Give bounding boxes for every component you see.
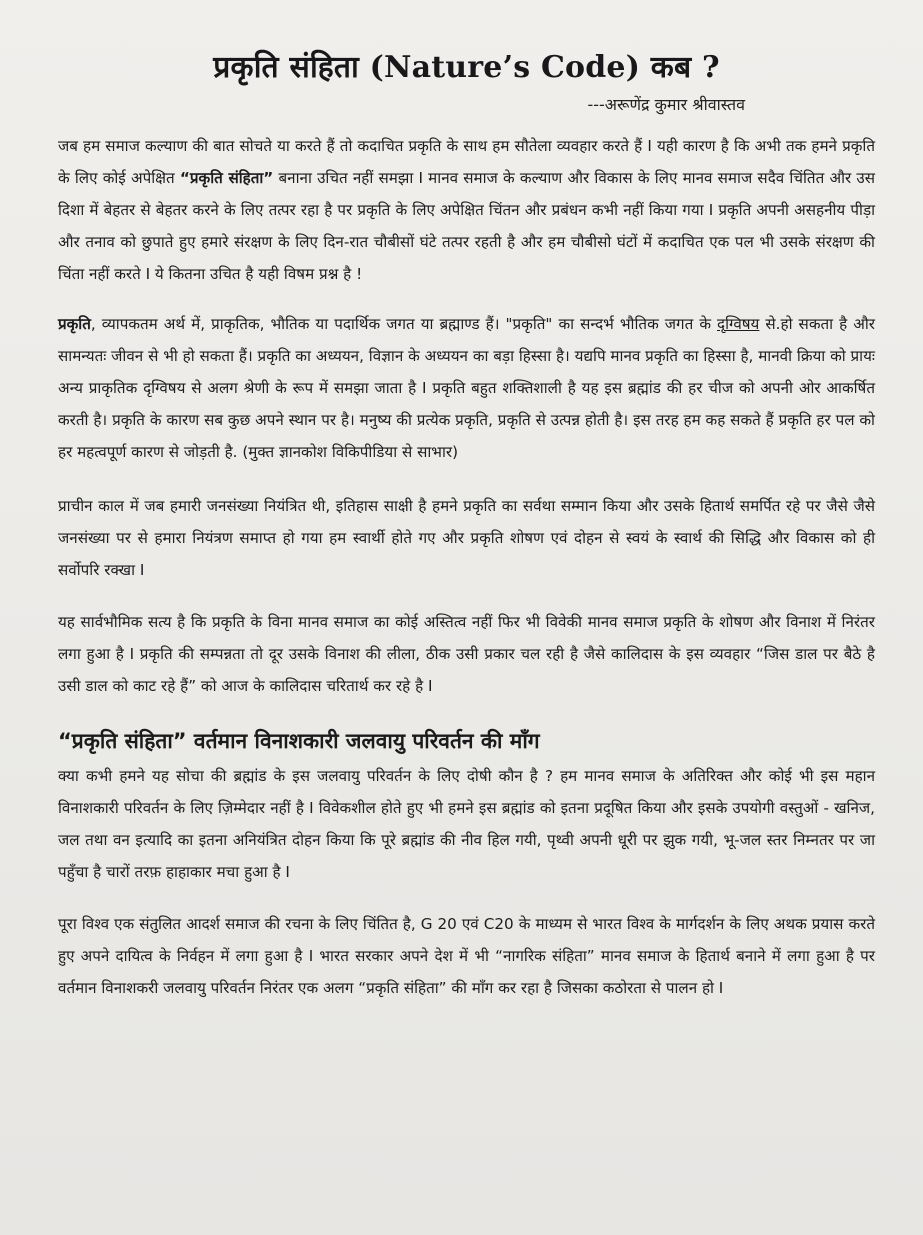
- paragraph-3: प्राचीन काल में जब हमारी जनसंख्या नियंत्रित थी, इतिहास साक्षी है हमने प्रकृति का सर्वथा सम्मान किया और उसके हितार्थ समर्पित रहे पर जैसे जैसे जनसंख्या पर से हमारा नियंत्रण समाप्त हो गया हम स्वार्थी होते गए और प्रकृति शोषण एवं दोहन से स्वयं के स्वार्थ की सिद्धि और विकास को ही सर्वोपरि रक्खा I: [58, 497, 875, 579]
- paragraph-2-text-b: से.हो सकता है और सामन्यतः जीवन से भी हो सकता हैं। प्रकृति का अध्ययन, विज्ञान के अध्ययन का बड़ा हिस्सा है। यद्यपि मानव प्रकृति का हिस्सा है, मानवी क्रिया को प्रायः अन्य प्राकृतिक दृग्विषय से अलग श्रेणी के रूप में समझा जाता है I प्रकृति बहुत शक्तिशाली है यह इस ब्रह्मांड की हर चीज को अपनी ओर आकर्षित करती है। प्रकृति के कारण सब कुछ अपने स्थान पर है। मनुष्य की प्रत्येक प्रकृति, प्रकृति से उत्पन्न होती है। इस तरह हम कह सकते हैं प्रकृति हर पल को हर महत्वपूर्ण कारण से जोड़ती है. (मुक्त ज्ञानकोश विकिपीडिया से साभार): [58, 315, 875, 461]
- paragraph-1-bold-term: “प्रकृति संहिता”: [179, 169, 274, 187]
- paragraph-2-bold-term: प्रकृति: [58, 315, 91, 333]
- section-heading: “प्रकृति संहिता” वर्तमान विनाशकारी जलवायु परिवर्तन की माँग: [58, 729, 540, 753]
- paragraph-1-text-b: बनाना उचित नहीं समझा I मानव समाज के कल्याण और विकास के लिए मानव समाज सदैव चिंतित और उस दिशा में बेहतर से बेहतर करने के लिए तत्पर रहा है पर प्रकृति के लिए अपेक्षित चिंतन और प्रबंधन कभी नहीं किया गया I प्रकृति अपनी असहनीय पीड़ा और तनाव को छुपाते हुए हमारे संरक्षण के लिए दिन-रात चौबीसों घंटे तत्पर रहती है और हम चौबीसो घंटों में कदाचित एक पल भी उसके संरक्षण की चिंता नहीं करते I ये कितना उचित है यही विषम प्रश्न है !: [58, 169, 875, 283]
- document-title: प्रकृति संहिता (Nature’s Code) कब ?: [213, 50, 720, 85]
- paragraph-6: पूरा विश्व एक संतुलित आदर्श समाज की रचना के लिए चिंतित है, G 20 एवं C20 के माध्यम से भारत विश्व के मार्गदर्शन के लिए अथक प्रयास करते हुए अपने दायित्व के निर्वहन में लगा हुआ है I भारत सरकार अपने देश में भी “नागरिक संहिता” मानव समाज के हितार्थ बनाने में लगा हुआ है पर वर्तमान विनाशकरी जलवायु परिवर्तन निरंतर एक अलग “प्रकृति संहिता” की माँग कर रहा है जिसका कठोरता से पालन हो I: [58, 915, 875, 997]
- paragraph-2-underlined-term: दृग्विषय: [717, 315, 760, 333]
- paragraph-5: क्या कभी हमने यह सोचा की ब्रह्मांड के इस जलवायु परिवर्तन के लिए दोषी कौन है ? हम मानव समाज के अतिरिक्त और कोई भी इस महान विनाशकारी परिवर्तन के लिए ज़िम्मेदार नहीं है I विवेकशील होते हुए भी हमने इस ब्रह्मांड को इतना प्रदूषित किया और इसके उपयोगी वस्तुओं - खनिज, जल तथा वन इत्यादि का इतना अनियंत्रित दोहन किया कि पूरे ब्रह्मांड की नीव हिल गयी, पृथ्वी अपनी धूरी पर झुक गयी, भू-जल स्तर निम्नतर पर जा पहुँचा है चारों तरफ़ हाहाकार मचा हुआ है I: [58, 767, 875, 881]
- paragraph-1: [58, 130, 875, 290]
- paragraph-2: [58, 308, 875, 468]
- paragraph-1-text-a: जब हम समाज कल्याण की बात सोचते या करते हैं तो कदाचित प्रकृति के साथ हम सौतेला व्यवहार करते हैं I यही कारण है कि अभी तक हमने प्रकृति के लिए कोई अपेक्षित: [58, 137, 875, 187]
- paragraph-4: यह सार्वभौमिक सत्य है कि प्रकृति के विना मानव समाज का कोई अस्तित्व नहीं फिर भी विवेकी मानव समाज प्रकृति के शोषण और विनाश में निरंतर लगा हुआ है I प्रकृति की सम्पन्नता तो दूर उसके विनाश की लीला, ठीक उसी प्रकार चल रही है जैसे कालिदास के इस व्यवहार “जिस डाल पर बैठे है उसी डाल को काट रहे हैं” को आज के कालिदास चरितार्थ कर रहे है I: [58, 613, 875, 695]
- paragraph-2-text-a: , व्यापकतम अर्थ में, प्राकृतिक, भौतिक या पदार्थिक जगत या ब्रह्माण्ड हैं। "प्रकृति" का सन्दर्भ भौतिक जगत के: [90, 315, 718, 333]
- author-line: ---अरूणेंद्र कुमार श्रीवास्तव: [587, 95, 745, 114]
